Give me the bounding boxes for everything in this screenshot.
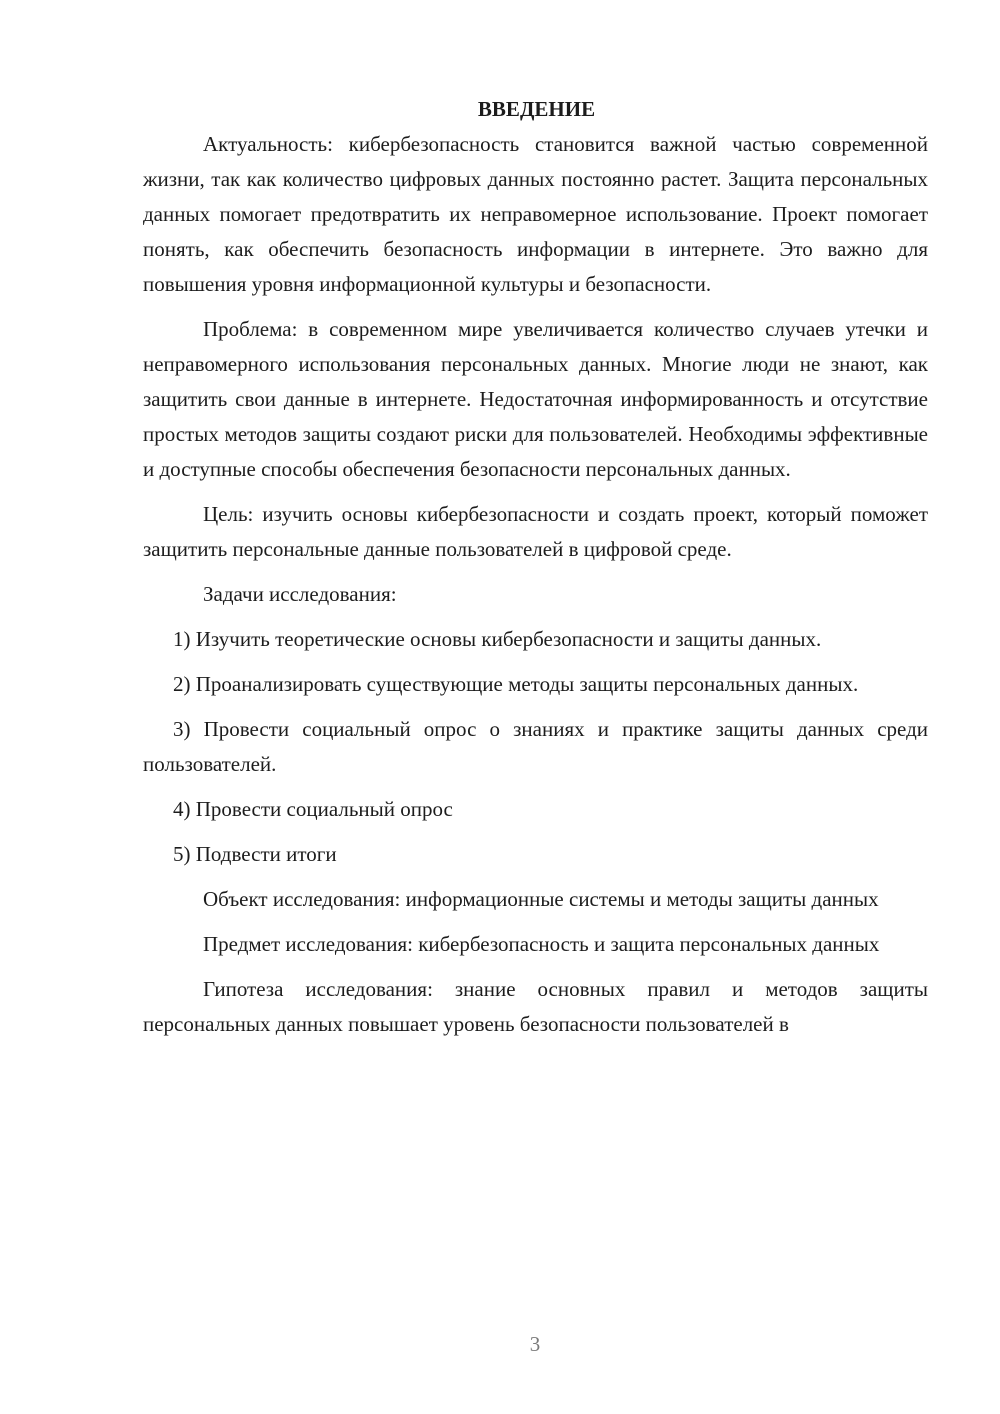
paragraph-hypothesis: Гипотеза исследования: знание основных правил и методов защиты персональных данных повышает уровень безопасности пользователей в [143,977,928,1036]
paragraph-goal: Цель: изучить основы кибербезопасности и создать проект, который поможет защитить персональные данные пользователей в цифровой среде. [143,502,928,561]
task-item-5: 5) Подвести итоги [173,842,337,866]
section-title: ВВЕДЕНИЕ [477,97,596,121]
paragraph-relevance: Актуальность: кибербезопасность становится важной частью современной жизни, так как количество цифровых данных постоянно растет. Защита персональных данных помогает предотвратить их неправомерное использование. Проект помогает понять, как обеспечить безопасность информации в интернете. Это важно для повышения уровня информационной культуры и безопасности. [143,132,928,296]
task-item-2: 2) Проанализировать существующие методы защиты персональных данных. [173,672,859,696]
paragraph-object: Объект исследования: информационные системы и методы защиты данных [203,887,879,911]
task-item-1: 1) Изучить теоретические основы кибербезопасности и защиты данных. [173,627,822,651]
tasks-heading: Задачи исследования: [203,582,397,606]
task-item-4: 4) Провести социальный опрос [173,797,453,821]
task-item-3: 3) Провести социальный опрос о знаниях и практике защиты данных среди пользователей. [143,717,928,776]
document-page [143,92,928,1042]
paragraph-problem: Проблема: в современном мире увеличивается количество случаев утечки и неправомерного использования персональных данных. Многие люди не знают, как защитить свои данные в интернете. Недостаточная информированность и отсутствие простых методов защиты создают риски для пользователей. Необходимы эффективные и доступные способы обеспечения безопасности персональных данных. [143,317,928,481]
page-number: 3 [529,1332,541,1356]
paragraph-subject: Предмет исследования: кибербезопасность и защита персональных данных [203,932,880,956]
